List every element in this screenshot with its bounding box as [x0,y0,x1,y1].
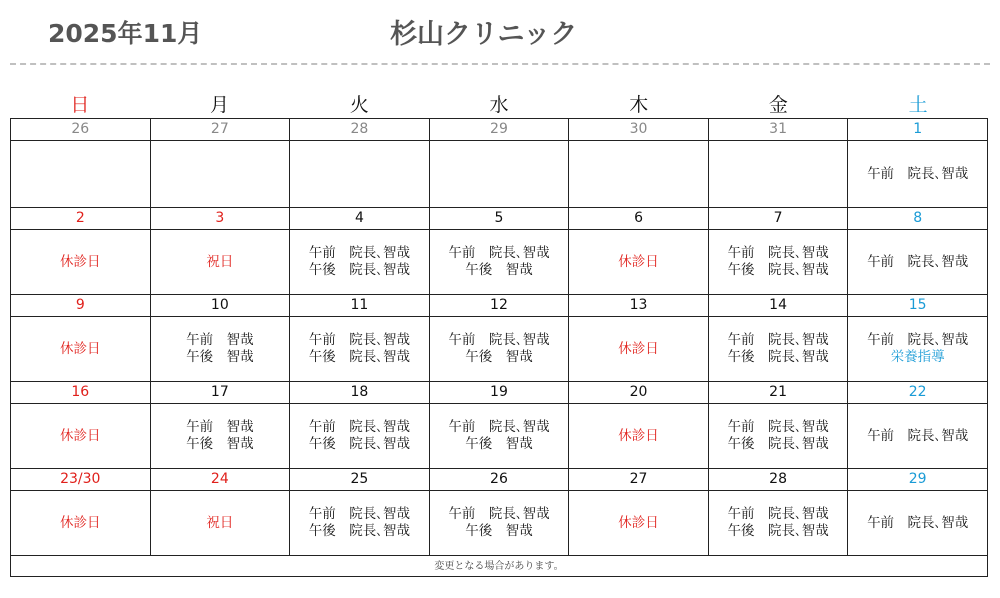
date-cell: 23/30 [11,469,151,491]
schedule-row [11,141,988,208]
schedule-line: 祝日 [206,253,234,270]
weekday-label: 土 [908,94,928,116]
schedule-cell [708,141,848,208]
date-cell: 7 [708,208,848,230]
schedule-line: 午前 院長､智哉 [448,419,550,435]
date-cell: 1 [848,119,988,141]
date-row [11,208,988,230]
schedule-cell [569,491,709,556]
date-cell: 10 [150,295,290,317]
date-cell: 3 [150,208,290,230]
schedule-cell [569,404,709,469]
schedule-line: 休診日 [618,427,659,444]
schedule-line: 午前 院長､智哉 [308,419,411,435]
clinic-name: 杉山クリニック [390,19,578,50]
schedule-cell [290,317,430,382]
schedule-cell [708,230,848,295]
date-cell: 5 [429,208,569,230]
schedule-line: 午後 智哉 [465,523,533,539]
date-cell: 21 [708,382,848,404]
schedule-cell [429,317,569,382]
date-cell: 9 [11,295,151,317]
schedule-cell [569,141,709,208]
schedule-line: 午後 院長､智哉 [308,436,411,452]
date-cell: 19 [429,382,569,404]
date-cell: 11 [290,295,430,317]
schedule-line: 栄養指導 [890,349,945,365]
date-row [11,469,988,491]
date-row [11,119,988,141]
schedule-cell [11,404,151,469]
schedule-cell [429,491,569,556]
schedule-cell [11,491,151,556]
schedule-line: 午前 院長､智哉 [867,514,969,531]
date-cell: 28 [708,469,848,491]
weekday-label: 金 [768,94,788,116]
schedule-cell [708,404,848,469]
weekday-label: 火 [349,94,369,116]
weekday-label: 月 [210,94,230,116]
date-cell: 30 [569,119,709,141]
date-cell: 31 [708,119,848,141]
schedule-line: 午前 院長､智哉 [308,245,411,261]
date-cell: 17 [150,382,290,404]
date-cell: 8 [848,208,988,230]
schedule-line: 午前 院長､智哉 [308,506,411,522]
date-cell: 25 [290,469,430,491]
schedule-row [11,317,988,382]
schedule-line: 休診日 [618,253,659,270]
date-cell: 13 [569,295,709,317]
date-cell: 18 [290,382,430,404]
schedule-cell [848,230,988,295]
schedule-line: 午前 院長､智哉 [867,165,969,182]
schedule-row [11,491,988,556]
schedule-line: 午前 智哉 [186,332,254,348]
date-cell: 15 [848,295,988,317]
schedule-line: 午後 院長､智哉 [727,349,829,365]
date-cell: 24 [150,469,290,491]
schedule-line: 午後 智哉 [465,349,533,365]
schedule-line: 午後 智哉 [186,436,254,452]
schedule-line: 午後 院長､智哉 [727,262,829,278]
schedule-cell [708,317,848,382]
schedule-line: 午後 院長､智哉 [308,262,411,278]
title-divider [10,63,990,65]
schedule-line: 午前 院長､智哉 [727,419,829,435]
schedule-line: 休診日 [60,340,101,357]
schedule-cell [11,230,151,295]
month-title: 2025年11月 [48,19,203,48]
schedule-cell [708,491,848,556]
schedule-line: 午後 智哉 [186,349,254,365]
schedule-line: 午後 智哉 [465,262,533,278]
schedule-cell [290,404,430,469]
schedule-row [11,230,988,295]
date-cell: 16 [11,382,151,404]
schedule-cell [429,230,569,295]
weekday-label: 水 [489,94,509,116]
schedule-cell [848,491,988,556]
schedule-cell [569,317,709,382]
schedule-cell [290,230,430,295]
date-cell: 20 [569,382,709,404]
date-cell: 12 [429,295,569,317]
date-cell: 26 [11,119,151,141]
calendar-table [10,118,988,577]
schedule-cell [11,317,151,382]
schedule-line: 休診日 [60,253,101,270]
schedule-cell [429,404,569,469]
schedule-cell [848,141,988,208]
date-cell: 6 [569,208,709,230]
date-cell: 14 [708,295,848,317]
date-cell: 27 [150,119,290,141]
schedule-line: 午後 院長､智哉 [308,349,411,365]
schedule-line: 休診日 [60,514,101,531]
date-cell: 29 [429,119,569,141]
schedule-cell [150,317,290,382]
weekday-label: 日 [70,94,90,116]
date-row [11,295,988,317]
schedule-cell [569,230,709,295]
schedule-line: 休診日 [60,427,101,444]
date-cell: 22 [848,382,988,404]
footer-row [11,556,988,577]
schedule-line: 午後 院長､智哉 [727,523,829,539]
schedule-cell [848,404,988,469]
schedule-cell [429,141,569,208]
schedule-cell [150,230,290,295]
schedule-line: 午前 院長､智哉 [867,427,969,444]
date-cell: 29 [848,469,988,491]
footer-note: 変更となる場合があります。 [11,556,988,577]
schedule-cell [848,317,988,382]
schedule-cell [11,141,151,208]
weekday-label: 木 [629,94,649,116]
schedule-line: 休診日 [618,340,659,357]
schedule-line: 午前 院長､智哉 [867,332,969,348]
date-cell: 2 [11,208,151,230]
schedule-line: 午後 院長､智哉 [308,523,411,539]
schedule-cell [150,491,290,556]
schedule-line: 午前 智哉 [186,419,254,435]
schedule-cell [150,141,290,208]
schedule-cell [150,404,290,469]
schedule-line: 午前 院長､智哉 [727,332,829,348]
schedule-line: 午後 智哉 [465,436,533,452]
date-cell: 28 [290,119,430,141]
schedule-line: 午前 院長､智哉 [448,245,550,261]
date-cell: 26 [429,469,569,491]
schedule-row [11,404,988,469]
schedule-cell [290,141,430,208]
schedule-line: 午前 院長､智哉 [308,332,411,348]
schedule-line: 午前 院長､智哉 [448,332,550,348]
schedule-line: 休診日 [618,514,659,531]
schedule-line: 午前 院長､智哉 [727,506,829,522]
date-row [11,382,988,404]
date-cell: 27 [569,469,709,491]
schedule-line: 午前 院長､智哉 [448,506,550,522]
schedule-line: 午前 院長､智哉 [727,245,829,261]
schedule-line: 午後 院長､智哉 [727,436,829,452]
weekday-header [10,92,988,118]
schedule-line: 午前 院長､智哉 [867,253,969,270]
schedule-cell [290,491,430,556]
schedule-line: 祝日 [206,514,234,531]
date-cell: 4 [290,208,430,230]
